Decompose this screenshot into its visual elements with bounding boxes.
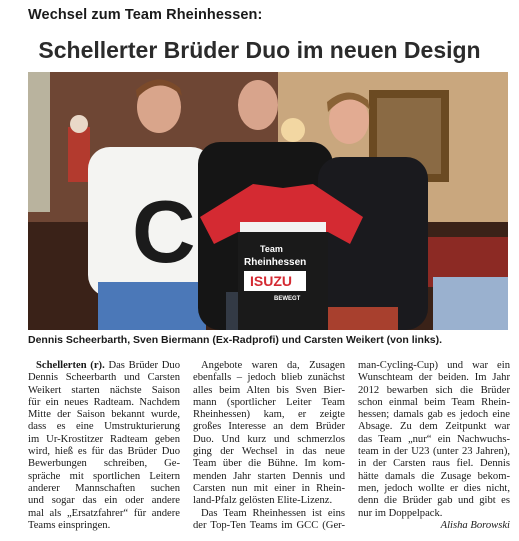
article-kicker: Wechsel zum Team Rheinhessen: (28, 7, 263, 23)
article-author: Alisha Borowski (440, 519, 510, 531)
article-line: und sogar das ein oder andere (28, 495, 180, 507)
article-line: der Top-Ten Teams im GCC (Ger- (193, 519, 345, 531)
photo-santa-figure (68, 127, 90, 182)
article-line: nur im Doppelpack. (358, 507, 443, 519)
article-line: man-Cycling-Cup) und war ein (358, 360, 510, 371)
photo-lamp (281, 118, 305, 142)
jersey-text-bewegt: BEWEGT (274, 296, 301, 302)
article-line: Das Team Rheinhessen ist eins (201, 507, 345, 519)
article-line: 2012 bewarben sich die Brüder (358, 384, 510, 396)
article-line: Rheinhessen) kam, er zeigte (193, 409, 345, 421)
article-line: Carsten nun mit einer in Rhein- (193, 482, 345, 494)
article-body (28, 360, 510, 532)
article-line: schon einmal beim Team Rhein- (358, 396, 510, 408)
article-column-3 (358, 360, 510, 532)
article-line: wird, hieß es für das Brüder Duo (28, 446, 180, 458)
article-line: alles beim Alten bis Sven Bier- (193, 384, 345, 396)
photo-caption: Dennis Scheerbarth, Sven Biermann (Ex-Radprofi) und Carsten Weikert (von links). (28, 334, 443, 346)
article-column-2 (193, 360, 345, 532)
article-line: mann (sportlicher Leiter Team (193, 396, 345, 408)
article-line: land-Pfalz gelösten Elite-Lizenz. (193, 495, 333, 507)
article-line: ging der Wechsel in das neue (193, 446, 345, 458)
jersey-text-isuzu: ISUZU (250, 273, 292, 289)
article-line: hätte damals die Zusage bekom- (358, 470, 510, 482)
article-line: großes Interesse an dem Brüder (193, 421, 345, 433)
photo-table (433, 277, 508, 330)
article-line: ebenfalls – jedoch blieb zunächst (193, 372, 345, 384)
article-line: Weikert starten nächste Saison (28, 384, 180, 396)
article-line: im Ur-Krostitzer Radteam geben (28, 433, 180, 445)
shirt-letter: C (132, 182, 196, 281)
article-line: Duo. Und kurz und schmerzlos (193, 433, 345, 445)
article-line: spräche mit sportlichen Leitern (28, 470, 180, 482)
article-column-1 (28, 360, 180, 532)
article-headline: Schellerter Brüder Duo im neuen Design (38, 37, 481, 63)
article-line: denn die Brüder gab und gibt es (358, 495, 510, 507)
jersey-text-rheinhessen: Rheinhessen (244, 257, 307, 268)
article-line: für ein neues Radteam. Nachdem (28, 396, 180, 408)
dateline: Schellerten (r). (36, 360, 105, 371)
article-line: hessen; damals gab es jedoch eine (358, 409, 510, 421)
article-line: team in der U23 (unter 23 Jahren), (358, 446, 510, 458)
article-line: Mitte der Saison bekannt wurde, (28, 409, 180, 421)
article-line: Dennis Scheerbarth und Carsten (28, 372, 180, 384)
article-line: Absage. Zu dem Zeitpunkt war (358, 421, 510, 433)
article-line: men, jedoch wollte er dies nicht, (358, 482, 510, 494)
article-line: Teams einspringen. (28, 519, 111, 531)
article-photo (28, 72, 508, 330)
article-line: Team über die Bühne. Im kom- (193, 458, 345, 470)
jersey-text-team: Team (260, 244, 283, 254)
article-line: Schellerten (r). Das Brüder Duo (36, 360, 180, 371)
article-line: Angebote waren da, Zusagen (201, 360, 345, 371)
article-line: menden Jahr starten Dennis und (193, 470, 345, 482)
article-line: mal als „Ersatzfahrer“ für andere (28, 507, 180, 519)
article-line: Bewerbungen schreiben, Ge- (28, 458, 180, 470)
article-line: Wunschteam der beiden. Im Jahr (358, 372, 510, 384)
photo-window (28, 72, 50, 212)
article-line: das Team „nur“ ein Nachwuchs- (358, 433, 510, 445)
article-line: dass es eine Umstrukturierung (28, 421, 180, 433)
article-line: in der Carsten raus fiel. Dennis (358, 458, 510, 470)
article-line: anderer Mannschaften suchen (28, 482, 180, 494)
